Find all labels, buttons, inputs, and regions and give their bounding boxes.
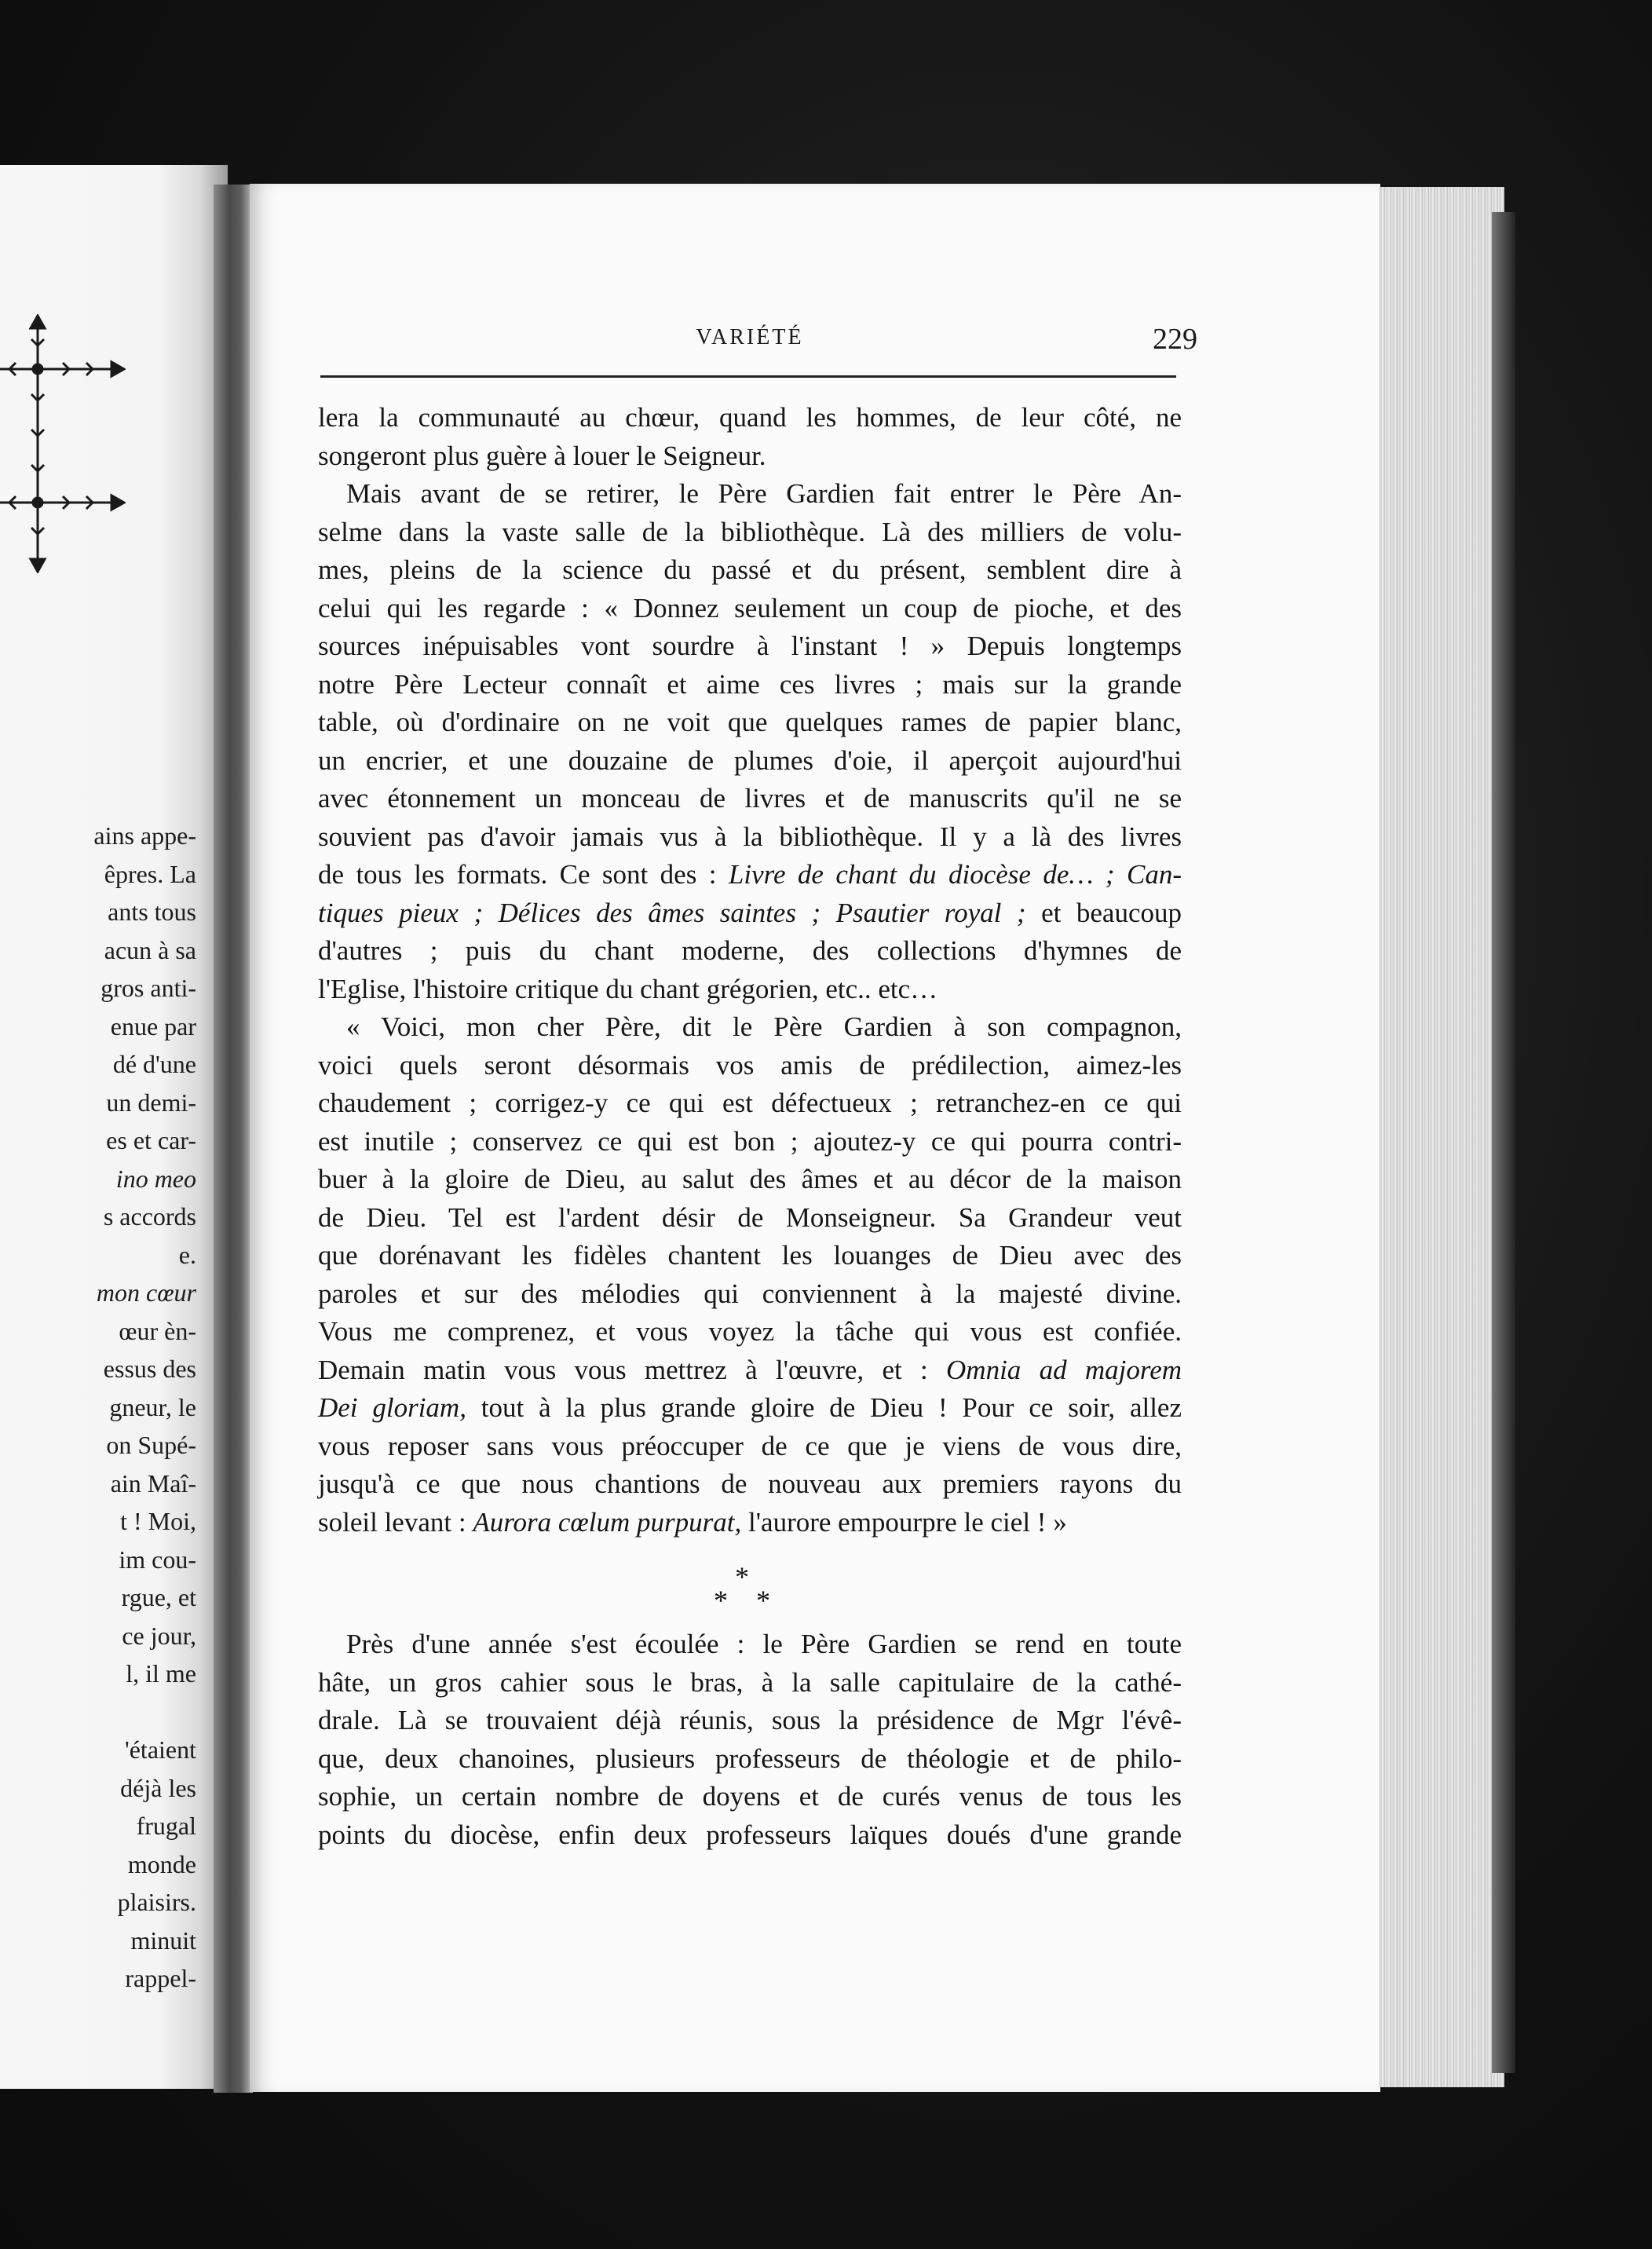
left-line: ino meo	[115, 1164, 196, 1193]
text-line: souvient pas d'avoir jamais vus à la bibliothèque. Il y a là des livres	[318, 821, 1182, 852]
page-number: 229	[1153, 323, 1197, 356]
body-text-continued	[318, 1625, 1182, 1854]
text-line: drale. Là se trouvaient déjà réunis, sous la présidence de Mgr l'évê-	[318, 1705, 1182, 1735]
left-line: ains appe-	[93, 821, 196, 850]
left-line: monde	[127, 1849, 196, 1878]
text-span: de tous les formats. Ce sont des :	[318, 859, 717, 890]
text-line: Vous me comprenez, et vous voyez la tâche qui vous est confiée.	[318, 1316, 1182, 1347]
left-page	[0, 165, 228, 2089]
left-line: ce jour,	[122, 1621, 196, 1650]
text-line: notre Père Lecteur connaît et aime ces livres ; mais sur la grande	[318, 668, 1182, 700]
text-line: « Voici, mon cher Père, dit le Père Gardien à son compagnon,	[346, 1011, 1182, 1042]
text-line: sources inépuisables vont sourdre à l'instant ! » Depuis longtemps	[318, 631, 1182, 661]
left-line: l, il me	[126, 1659, 196, 1688]
text-span: tout à la plus grande gloire de Dieu ! Pour ce soir, allez	[481, 1392, 1182, 1423]
left-line: plaisirs.	[117, 1888, 196, 1916]
left-line: minuit	[130, 1925, 196, 1955]
left-line: 'étaient	[124, 1735, 196, 1764]
left-line: gneur, le	[109, 1392, 196, 1421]
text-line: table, où d'ordinaire on ne voit que quelques rames de papier blanc,	[318, 707, 1182, 737]
text-line	[318, 1504, 1182, 1542]
left-line: enue par	[110, 1011, 196, 1040]
cross-ornament	[0, 314, 126, 573]
left-line: es et car-	[106, 1126, 196, 1154]
page-fore-edge	[1379, 187, 1504, 2087]
body-text	[318, 399, 1182, 1541]
left-line: déjà les	[120, 1773, 196, 1802]
text-line: Près d'une année s'est écoulée : le Père Gardien se rend en toute	[346, 1629, 1182, 1659]
left-line: t ! Moi,	[120, 1507, 196, 1535]
left-line: on Supé-	[106, 1431, 196, 1459]
text-line	[318, 856, 1182, 894]
text-line: que dorénavant les fidèles chantent les louanges de Dieu avec des	[318, 1240, 1182, 1271]
latin-phrase: Dei gloriam,	[318, 1392, 466, 1423]
text-line: un encrier, et une douzaine de plumes d'oie, il aperçoit aujourd'hui	[318, 744, 1182, 776]
running-header	[318, 320, 1197, 360]
italic-title: tiques pieux ; Délices des âmes saintes ; Psautier royal ;	[318, 897, 1026, 928]
text-line: buer à la gloire de Dieu, au salut des âmes et au décor de la maison	[318, 1164, 1182, 1194]
text-span: l'aurore empourpre le ciel ! »	[748, 1506, 1067, 1538]
left-line: ants tous	[108, 898, 196, 926]
text-line: selme dans la vaste salle de la bibliothèque. Là des milliers de volu-	[318, 516, 1182, 547]
text-span: et beaucoup	[1041, 897, 1182, 928]
svg-text:*: *	[714, 1585, 728, 1616]
text-line: voici quels seront désormais vos amis de prédilection, aimez-les	[318, 1049, 1182, 1081]
text-span: soleil levant :	[318, 1506, 466, 1538]
text-line: Mais avant de se retirer, le Père Gardien fait entrer le Père An-	[346, 478, 1182, 509]
left-line: gros anti-	[101, 974, 196, 1002]
latin-phrase: Omnia ad majorem	[946, 1354, 1182, 1385]
text-line: d'autres ; puis du chant moderne, des collections d'hymnes de	[318, 935, 1182, 966]
left-line: êpres. La	[104, 859, 196, 888]
text-line: vous reposer sans vous préoccuper de ce que je viens de vous dire,	[318, 1430, 1182, 1461]
left-line: œur èn-	[119, 1316, 196, 1345]
left-line	[0, 1693, 196, 1732]
left-line: rgue, et	[121, 1583, 196, 1611]
text-line: points du diocèse, enfin deux professeurs laïques doués d'une grande	[318, 1819, 1182, 1850]
left-line: ain Maî-	[110, 1468, 196, 1498]
asterism	[699, 1564, 785, 1619]
text-line: mes, pleins de la science du passé et du présent, semblent dire à	[318, 554, 1182, 585]
text-line: que, deux chanoines, plusieurs professeurs de théologie et de philo-	[318, 1743, 1182, 1774]
book-gutter	[214, 185, 253, 2093]
text-line: paroles et sur des mélodies qui conviennent à la majesté divine.	[318, 1278, 1182, 1309]
text-line: avec étonnement un monceau de livres et de manuscrits qu'il ne se	[318, 783, 1182, 814]
header-rule	[320, 375, 1176, 378]
left-line: im cou-	[119, 1545, 196, 1574]
text-line: est inutile ; conservez ce qui est bon ; ajoutez-y ce qui pourra contri-	[318, 1125, 1182, 1157]
left-page-text	[0, 817, 196, 1998]
text-line: songeront plus guère à louer le Seigneur.	[318, 440, 766, 471]
latin-phrase: Aurora cœlum purpurat,	[473, 1506, 742, 1538]
left-line: s accords	[103, 1202, 196, 1231]
text-line: l'Eglise, l'histoire critique du chant grégorien, etc.. etc…	[318, 973, 938, 1004]
text-span: Demain matin vous vous mettrez à l'œuvre, et :	[318, 1354, 928, 1385]
text-line: jusqu'à ce que nous chantions de nouveau aux premiers rayons du	[318, 1468, 1182, 1499]
left-line: rappel-	[125, 1964, 196, 1992]
text-line: celui qui les regarde : « Donnez seulement un coup de pioche, et des	[318, 592, 1182, 624]
text-line	[318, 1389, 1182, 1428]
text-line	[318, 1351, 1182, 1390]
left-line: e.	[178, 1240, 196, 1269]
italic-title: Livre de chant du diocèse de… ; Can-	[728, 859, 1182, 890]
left-line: un demi-	[106, 1088, 196, 1117]
left-line: frugal	[136, 1812, 196, 1840]
text-line: sophie, un certain nombre de doyens et de curés venus de tous les	[318, 1781, 1182, 1812]
left-line: acun à sa	[104, 935, 196, 964]
asterism-glyph	[699, 1564, 785, 1619]
svg-text:*: *	[756, 1585, 770, 1616]
left-line: dé d'une	[112, 1050, 196, 1078]
text-line	[318, 894, 1182, 933]
svg-text:*: *	[735, 1564, 749, 1593]
text-line: hâte, un gros cahier sous le bras, à la salle capitulaire de la cathé-	[318, 1666, 1182, 1698]
running-title: VARIÉTÉ	[696, 325, 804, 349]
text-line: chaudement ; corrigez-y ce qui est défectueux ; retranchez-en ce qui	[318, 1088, 1182, 1118]
text-line: lera la communauté au chœur, quand les hommes, de leur côté, ne	[318, 402, 1182, 433]
text-line: de Dieu. Tel est l'ardent désir de Monseigneur. Sa Grandeur veut	[318, 1201, 1182, 1233]
left-line: essus des	[103, 1355, 196, 1383]
left-line: mon cœur	[96, 1278, 196, 1307]
page-edge-shadow	[1492, 212, 1515, 2073]
